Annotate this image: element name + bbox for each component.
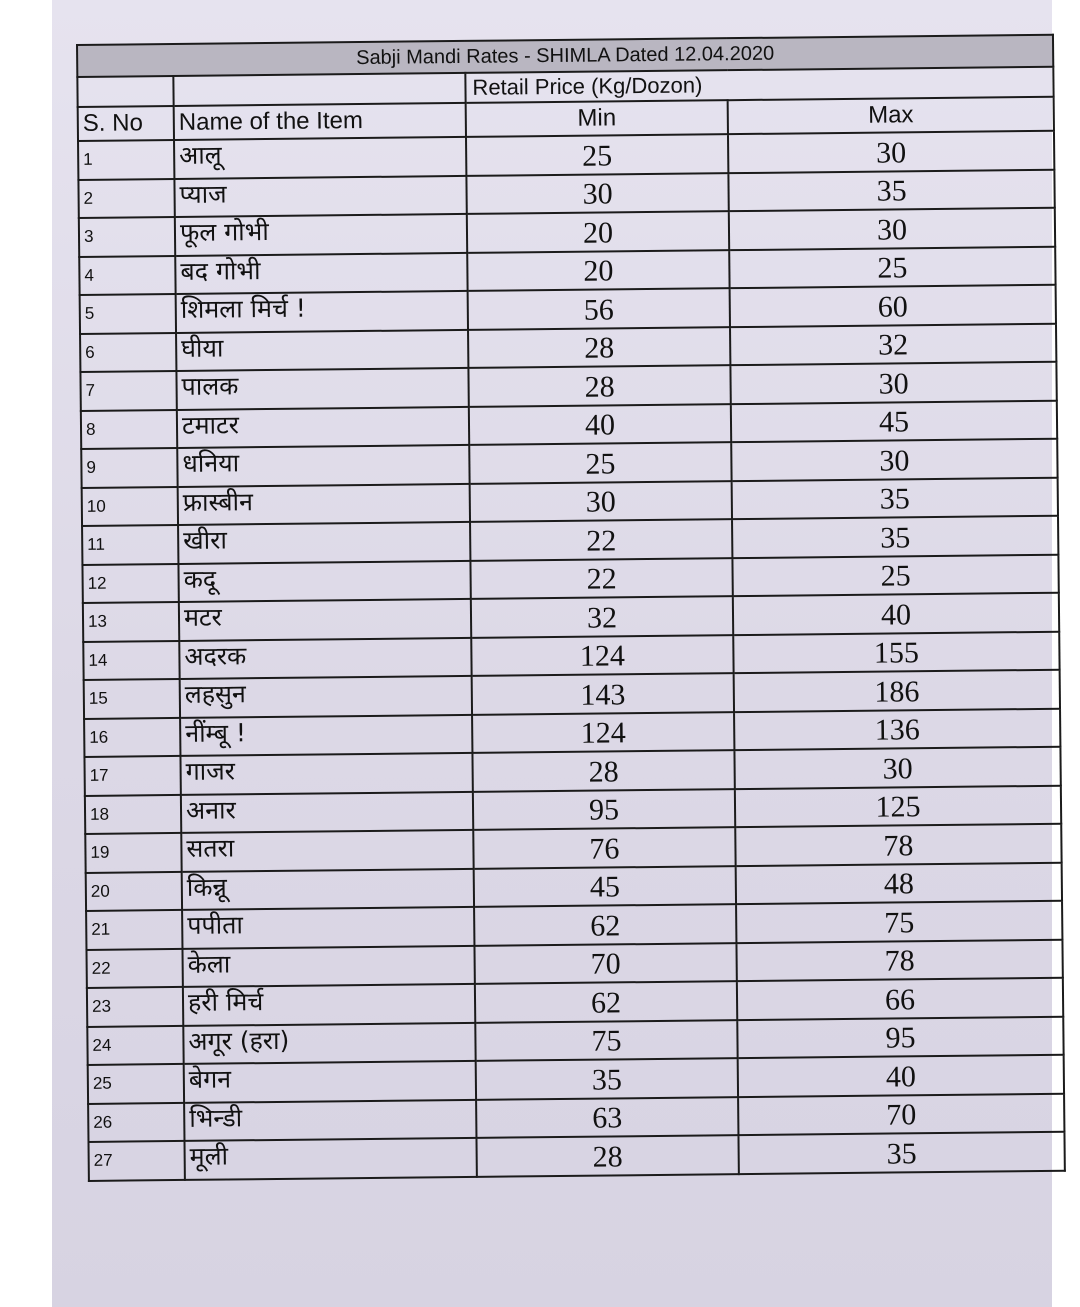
row-max-price: 45	[731, 400, 1057, 442]
row-max-price: 70	[738, 1093, 1064, 1135]
row-item-name: हरी मिर्च	[183, 984, 475, 1026]
row-min-price: 95	[473, 789, 735, 830]
row-item-name: बेगन	[184, 1061, 476, 1103]
row-min-price: 62	[475, 981, 737, 1022]
row-item-name: धनिया	[177, 445, 469, 487]
row-min-price: 25	[469, 442, 731, 483]
row-sno: 3	[79, 217, 175, 257]
row-min-price: 28	[472, 750, 734, 791]
row-item-name: लहसुन	[180, 676, 472, 718]
row-sno: 9	[81, 448, 177, 488]
row-item-name: बद गोभी	[175, 252, 467, 294]
row-sno: 24	[87, 1025, 183, 1065]
row-sno: 7	[80, 371, 176, 411]
row-max-price: 30	[729, 208, 1055, 250]
row-max-price: 30	[728, 131, 1054, 173]
row-sno: 2	[78, 178, 174, 218]
row-min-price: 25	[466, 134, 728, 175]
row-min-price: 124	[471, 635, 733, 676]
row-item-name: अनार	[181, 791, 473, 833]
row-item-name: अगूर (हरा)	[183, 1022, 475, 1064]
col-header-max: Max	[728, 97, 1054, 134]
row-sno: 13	[83, 602, 179, 642]
row-min-price: 40	[469, 404, 731, 445]
row-item-name: अदरक	[179, 637, 471, 679]
row-max-price: 60	[730, 285, 1056, 327]
row-min-price: 76	[473, 827, 735, 868]
col-header-name: Name of the Item	[174, 103, 466, 140]
row-min-price: 28	[476, 1135, 738, 1176]
blank-cell	[173, 73, 465, 106]
row-max-price: 136	[734, 708, 1060, 750]
row-min-price: 45	[474, 866, 736, 907]
row-min-price: 35	[476, 1058, 738, 1099]
row-item-name: पपीता	[182, 907, 474, 949]
row-item-name: केला	[182, 945, 474, 987]
row-sno: 17	[84, 756, 180, 796]
row-min-price: 22	[470, 558, 732, 599]
row-sno: 12	[82, 563, 178, 603]
row-max-price: 95	[737, 1016, 1063, 1058]
row-item-name: कदू	[178, 560, 470, 602]
row-sno: 15	[84, 679, 180, 719]
col-header-sno: S. No	[78, 106, 174, 141]
row-max-price: 30	[734, 747, 1060, 789]
row-item-name: मूली	[184, 1138, 476, 1180]
row-sno: 25	[88, 1064, 184, 1104]
row-min-price: 56	[468, 288, 730, 329]
row-sno: 4	[79, 255, 175, 295]
row-sno: 23	[87, 987, 183, 1027]
row-sno: 5	[80, 294, 176, 334]
row-max-price: 48	[736, 862, 1062, 904]
blank-cell	[77, 76, 173, 107]
row-item-name: किन्नू	[182, 868, 474, 910]
row-max-price: 75	[736, 901, 1062, 943]
row-min-price: 20	[467, 211, 729, 252]
row-max-price: 66	[737, 978, 1063, 1020]
row-min-price: 143	[472, 673, 734, 714]
row-max-price: 78	[735, 824, 1061, 866]
rates-table	[76, 34, 1066, 1182]
retail-price-header: Retail Price (Kg/Dozon)	[465, 67, 1053, 103]
row-max-price: 40	[738, 1055, 1064, 1097]
row-item-name: शिमला मिर्च !	[176, 291, 468, 333]
row-max-price: 35	[732, 477, 1058, 519]
row-min-price: 75	[475, 1020, 737, 1061]
row-sno: 8	[81, 409, 177, 449]
row-min-price: 20	[467, 250, 729, 291]
row-min-price: 32	[471, 596, 733, 637]
row-min-price: 63	[476, 1097, 738, 1138]
rates-sheet	[76, 34, 1064, 1182]
row-sno: 20	[86, 871, 182, 911]
row-sno: 14	[83, 640, 179, 680]
row-max-price: 30	[730, 362, 1056, 404]
row-item-name: नींम्बू !	[180, 714, 472, 756]
row-item-name: सतरा	[181, 830, 473, 872]
row-min-price: 28	[468, 327, 730, 368]
row-sno: 26	[88, 1102, 184, 1142]
row-max-price: 40	[733, 593, 1059, 635]
row-sno: 22	[86, 948, 182, 988]
col-header-min: Min	[466, 100, 728, 137]
row-sno: 11	[82, 525, 178, 565]
row-min-price: 30	[470, 481, 732, 522]
row-max-price: 35	[738, 1132, 1064, 1174]
row-max-price: 186	[734, 670, 1060, 712]
row-max-price: 30	[731, 439, 1057, 481]
row-item-name: आलू	[174, 137, 466, 179]
row-item-name: टमाटर	[177, 406, 469, 448]
row-item-name: घीया	[176, 329, 468, 371]
row-min-price: 28	[468, 365, 730, 406]
row-sno: 21	[86, 910, 182, 950]
row-sno: 10	[82, 486, 178, 526]
row-sno: 1	[78, 140, 174, 180]
row-sno: 6	[80, 332, 176, 372]
row-max-price: 78	[736, 939, 1062, 981]
page-title: Sabji Mandi Rates - SHIMLA Dated 12.04.2020	[77, 35, 1053, 77]
row-item-name: भिन्डी	[184, 1099, 476, 1141]
row-min-price: 62	[474, 904, 736, 945]
row-item-name: प्याज	[174, 175, 466, 217]
row-max-price: 155	[733, 631, 1059, 673]
row-item-name: फ्रास्बीन	[178, 483, 470, 525]
row-min-price: 70	[474, 943, 736, 984]
row-max-price: 125	[735, 785, 1061, 827]
row-sno: 16	[84, 717, 180, 757]
row-item-name: पालक	[176, 368, 468, 410]
row-max-price: 25	[732, 554, 1058, 596]
row-min-price: 124	[472, 712, 734, 753]
row-max-price: 32	[730, 323, 1056, 365]
row-sno: 18	[85, 794, 181, 834]
row-min-price: 22	[470, 519, 732, 560]
row-max-price: 25	[729, 246, 1055, 288]
row-max-price: 35	[732, 516, 1058, 558]
row-max-price: 35	[728, 169, 1054, 211]
row-sno: 19	[85, 833, 181, 873]
row-min-price: 30	[466, 173, 728, 214]
row-item-name: खीरा	[178, 522, 470, 564]
row-sno: 27	[88, 1141, 184, 1181]
row-item-name: फूल गोभी	[175, 214, 467, 256]
row-item-name: गाजर	[180, 753, 472, 795]
row-item-name: मटर	[179, 599, 471, 641]
